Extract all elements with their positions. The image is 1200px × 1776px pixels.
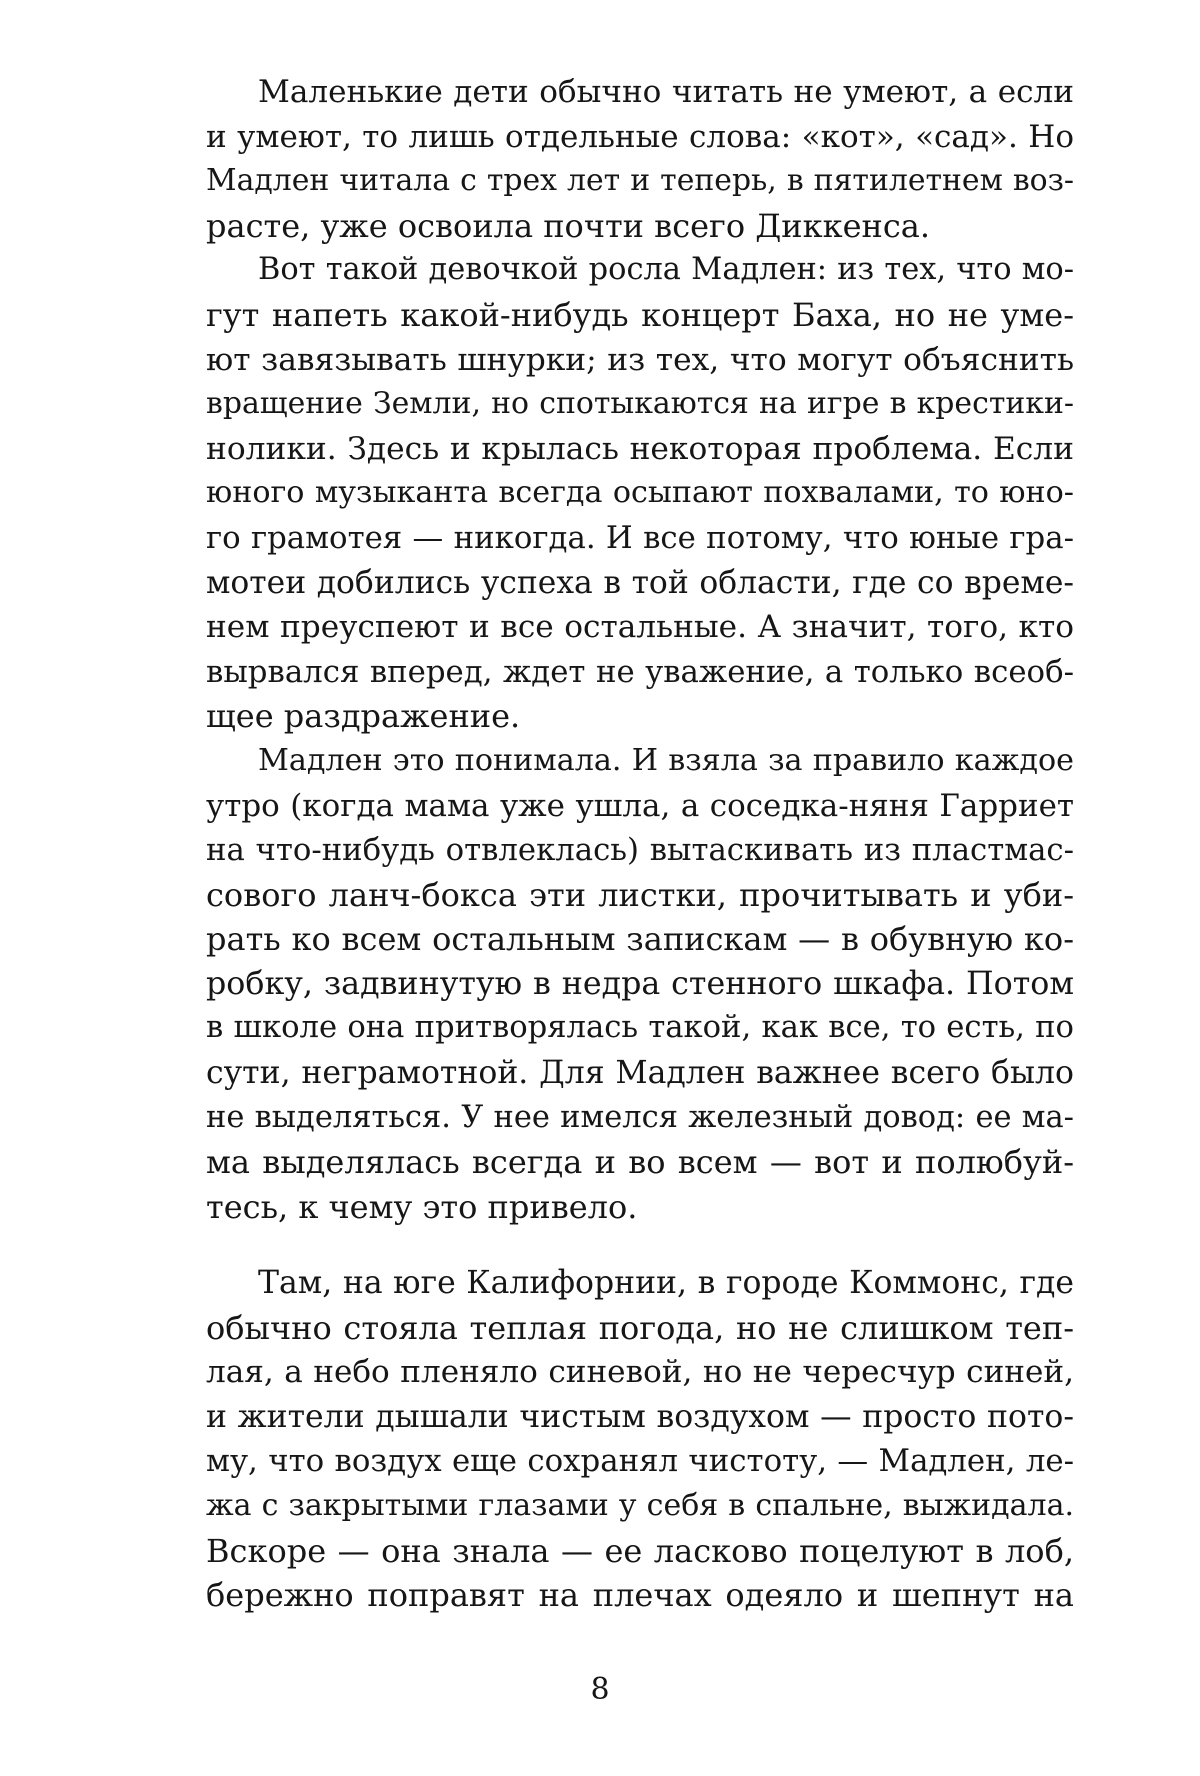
text-line: мотеи добились успеха в той области, где со време-: [206, 564, 1074, 601]
text-line: вращение Земли, но спотыкаются на игре в крестики-: [206, 386, 1074, 422]
text-line: в школе она притворялась такой, как все, то есть, по: [206, 1010, 1074, 1046]
text-line: сути, неграмотной. Для Мадлен важнее всего было: [206, 1055, 1074, 1092]
text-line: Мадлен это понимала. И взяла за правило каждое: [258, 742, 1074, 778]
text-line: бережно поправят на плечах одеяло и шепнут на: [206, 1576, 1074, 1615]
page-number: 8: [590, 1672, 610, 1707]
text-line: го грамотея — никогда. И все потому, что юные гра-: [206, 519, 1074, 556]
text-line: расте, уже освоила почти всего Диккенса.: [206, 206, 931, 245]
text-line: робку, задвинутую в недра стенного шкафа. Потом: [206, 965, 1074, 1002]
text-line: Мадлен читала с трех лет и теперь, в пятилетнем воз-: [206, 163, 1074, 199]
text-line: и жители дышали чистым воздухом — просто пото-: [206, 1398, 1074, 1435]
text-block-section: [206, 1261, 1074, 1618]
text-line: юного музыканта всегда осыпают похвалами, то юно-: [206, 475, 1074, 511]
text-line: утро (когда мама уже ушла, а соседка-няня Гарриет: [206, 787, 1074, 824]
text-line: ют завязывать шнурки; из тех, что могут объяснить: [206, 341, 1074, 378]
text-line: нем преуспеют и все остальные. А значит, того, кто: [206, 609, 1074, 646]
text-line: ма выделялась всегда и во всем — вот и полюбуй-: [206, 1143, 1074, 1182]
text-line: Там, на юге Калифорнии, в городе Коммонс, где: [258, 1265, 1074, 1301]
text-line: на что-нибудь отвлеклась) вытаскивать из пластмас-: [206, 832, 1074, 869]
text-line: жа с закрытыми глазами у себя в спальне, выжидала.: [206, 1487, 1074, 1523]
text-line: вырвался вперед, ждет не уважение, а только всеоб-: [206, 653, 1074, 690]
text-line: му, что воздух еще сохранял чистоту, — Мадлен, ле-: [206, 1443, 1074, 1480]
text-line: щее раздражение.: [206, 697, 521, 736]
text-line: обычно стояла теплая погода, но не слишком теп-: [206, 1308, 1074, 1347]
text-line: лая, а небо пленяло синевой, но не чересчур синей,: [206, 1354, 1074, 1391]
text-line: гут напеть какой-нибудь концерт Баха, но не уме-: [206, 295, 1074, 334]
text-line: и умеют, то лишь отдельные слова: «кот», «сад». Но: [206, 118, 1074, 155]
text-block-main: [206, 70, 1074, 1229]
text-line: Вскоре — она знала — ее ласково поцелуют в лоб,: [206, 1531, 1074, 1570]
text-line: сового ланч-бокса эти листки, прочитывать и уби-: [206, 875, 1074, 914]
text-line: Вот такой девочкой росла Мадлен: из тех, что мо-: [258, 252, 1074, 288]
text-line: Маленькие дети обычно читать не умеют, а если: [258, 74, 1074, 110]
text-line: тесь, к чему это привело.: [206, 1187, 638, 1226]
text-line: рать ко всем остальным запискам — в обувную ко-: [206, 920, 1074, 959]
text-line: нолики. Здесь и крылась некоторая проблема. Если: [206, 430, 1074, 467]
text-line: не выделяться. У нее имелся железный довод: ее ма-: [206, 1099, 1074, 1135]
